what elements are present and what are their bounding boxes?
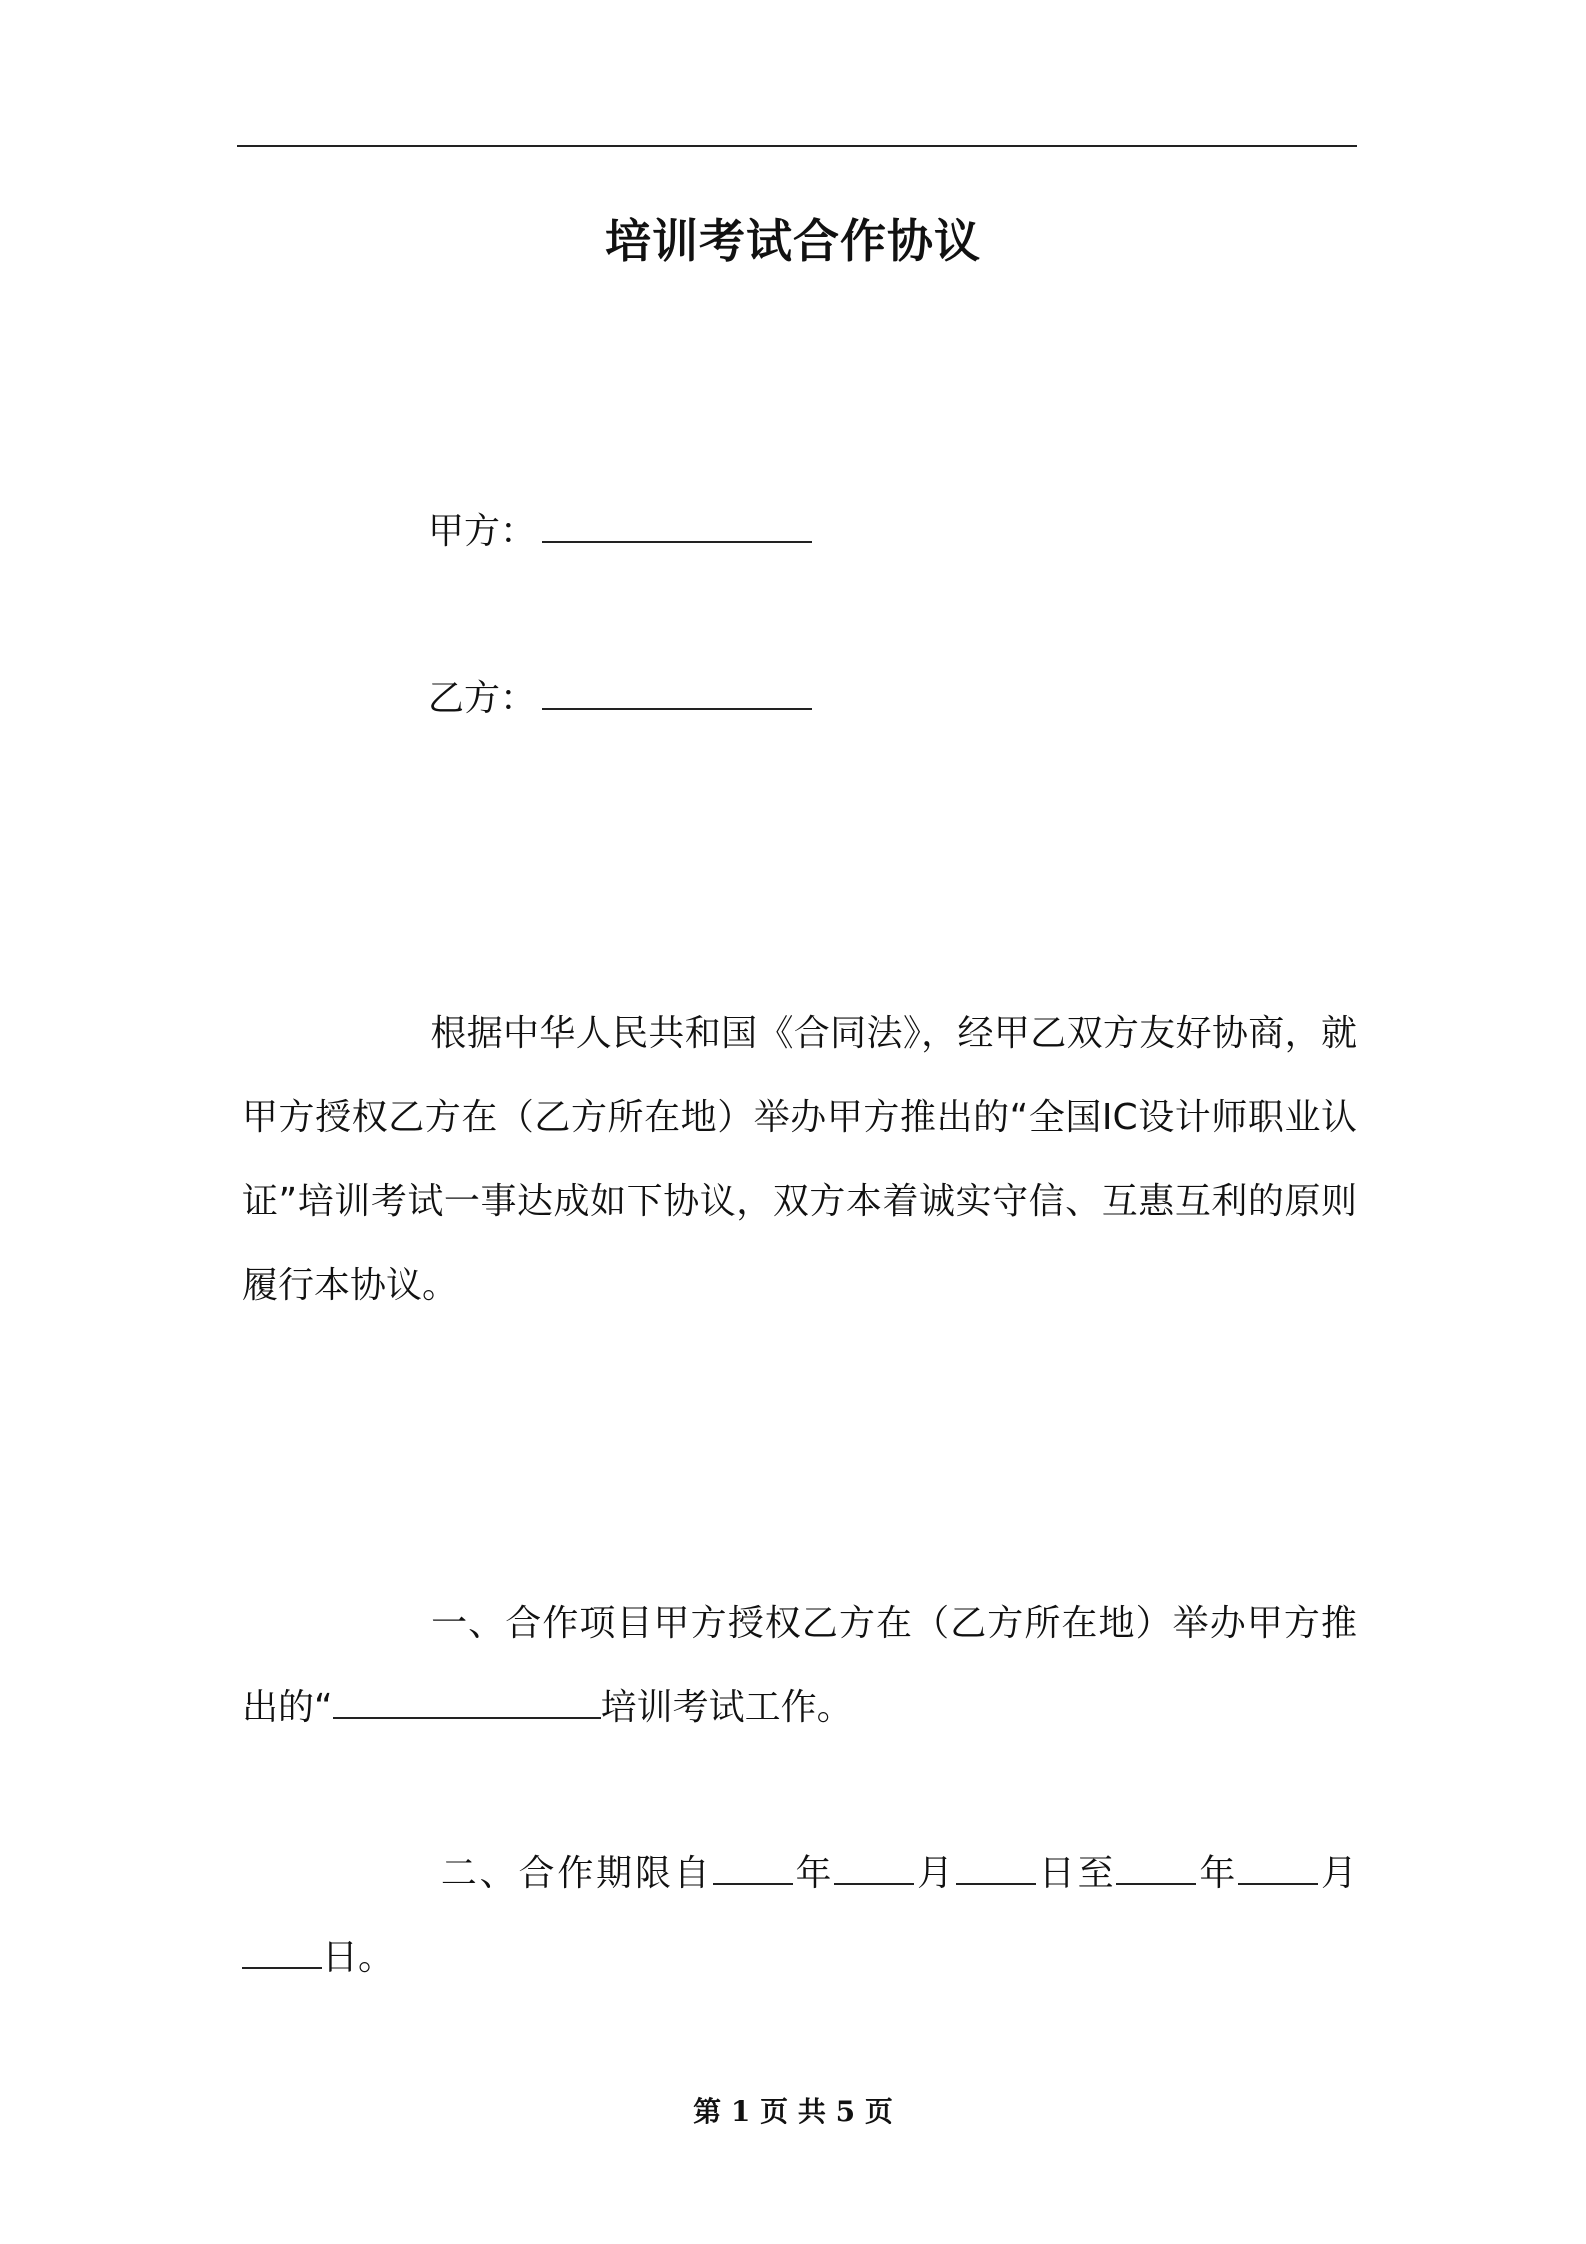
start-year-label: 年 (792, 1853, 835, 1894)
end-year-label: 年 (1196, 1853, 1239, 1894)
start-day-to-label: 日至 (1035, 1853, 1117, 1894)
clause-1-text-a: 一、合作项目甲方授权乙方在（乙方所在地）举办甲方推出的“ (242, 1603, 1357, 1728)
party-a-blank[interactable] (542, 505, 812, 543)
intro-paragraph (242, 992, 1357, 1328)
start-year-blank[interactable] (713, 1849, 793, 1885)
end-month-label: 月 (1318, 1853, 1357, 1894)
end-year-blank[interactable] (1116, 1849, 1196, 1885)
party-b-line (428, 672, 812, 724)
end-day-label: 日。 (322, 1937, 395, 1978)
end-day-blank[interactable] (242, 1933, 322, 1969)
clause-1-text-b: 培训考试工作。 (600, 1687, 853, 1728)
clause-2-paragraph (242, 1832, 1357, 2000)
clause-1-paragraph (242, 1582, 1357, 1750)
end-month-blank[interactable] (1238, 1849, 1318, 1885)
party-b-blank[interactable] (542, 672, 812, 710)
clause-2-prefix: 二、合作期限自 (438, 1853, 713, 1894)
project-name-blank[interactable] (333, 1683, 601, 1719)
document-title: 培训考试合作协议 (605, 214, 981, 268)
start-month-label: 月 (914, 1853, 956, 1894)
header-rule (237, 145, 1357, 147)
start-day-blank[interactable] (956, 1849, 1036, 1885)
party-a-line (428, 505, 812, 557)
start-month-blank[interactable] (834, 1849, 914, 1885)
intro-text: 根据中华人民共和国《合同法》，经甲乙双方友好协商，就甲方授权乙方在（乙方所在地）举办甲方推出的“全国IC设计师职业认证”培训考试一事达成如下协议，双方本着诚实守信、互惠互利的原则履行本协议。 (242, 1013, 1357, 1306)
page-indicator: 第 1 页 共 5 页 (693, 2095, 893, 2128)
party-b-label: 乙方： (428, 678, 537, 719)
party-a-label: 甲方： (428, 511, 537, 552)
